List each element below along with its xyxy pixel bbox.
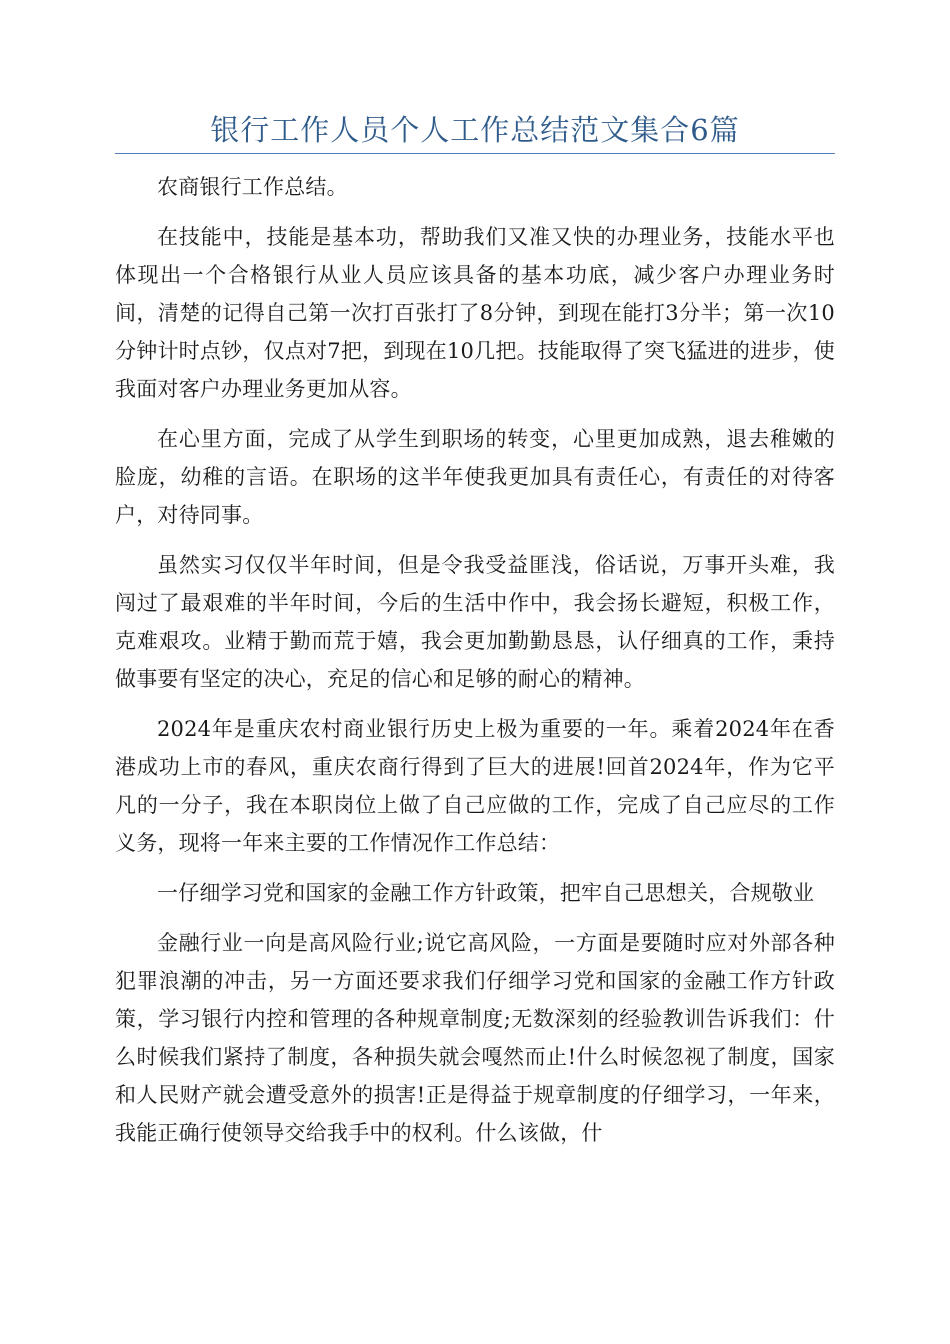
paragraph: 在心里方面，完成了从学生到职场的转变，心里更加成熟，退去稚嫩的脸庞，幼稚的言语。在职场的这半年使我更加具有责任心，有责任的对待客户，对待同事。 xyxy=(115,427,835,527)
paragraph: 虽然实习仅仅半年时间，但是令我受益匪浅，俗话说，万事开头难，我闯过了最艰难的半年时间，今后的生活中作中，我会扬长避短，积极工作，克难艰攻。业精于勤而荒于嬉，我会更加勤勤恳恳，认仔细真的工作，秉持做事要有坚定的决心，充足的信心和足够的耐心的精神。 xyxy=(115,553,835,691)
paragraph: 2024年是重庆农村商业银行历史上极为重要的一年。乘着2024年在香港成功上市的春风，重庆农商行得到了巨大的进展!回首2024年，作为它平凡的一分子，我在本职岗位上做了自己应做的工作，完成了自己应尽的工作义务，现将一年来主要的工作情况作工作总结： xyxy=(115,717,835,855)
paragraph: 一仔细学习党和国家的金融工作方针政策，把牢自己思想关，合规敬业 xyxy=(157,881,815,905)
paragraph: 农商银行工作总结。 xyxy=(157,175,348,199)
title-underline xyxy=(115,153,835,154)
paragraph: 金融行业一向是高风险行业;说它高风险，一方面是要随时应对外部各种犯罪浪潮的冲击，另一方面还要求我们仔细学习党和国家的金融工作方针政策，学习银行内控和管理的各种规章制度;无数深刻的经验教训告诉我们：什么时候我们紧持了制度，各种损失就会嘎然而止!什么时候忽视了制度，国家和人民财产就会遭受意外的损害!正是得益于规章制度的仔细学习，一年来，我能正确行使领导交给我手中的权利。什么该做，什 xyxy=(115,931,835,1145)
paragraph: 在技能中，技能是基本功，帮助我们又准又快的办理业务，技能水平也体现出一个合格银行从业人员应该具备的基本功底，减少客户办理业务时间，清楚的记得自己第一次打百张打了8分钟，到现在能打3分半；第一次10分钟计时点钞，仅点对7把，到现在10几把。技能取得了突飞猛进的进步，使我面对客户办理业务更加从容。 xyxy=(115,225,835,401)
document-body xyxy=(115,168,835,1164)
document-title: 银行工作人员个人工作总结范文集合6篇 xyxy=(210,113,740,147)
